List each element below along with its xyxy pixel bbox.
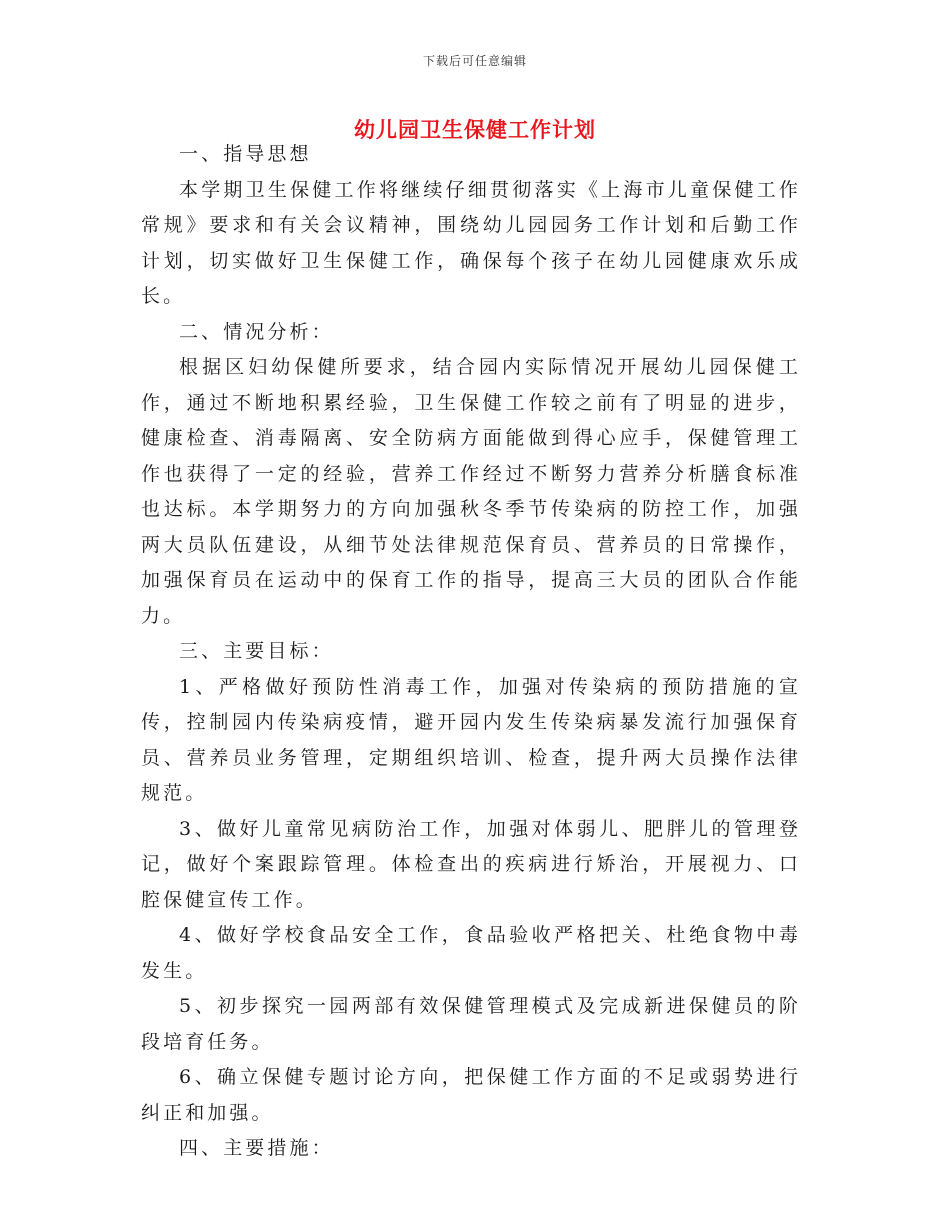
document-body [141, 137, 801, 1167]
paragraph-situation-analysis: 根据区妇幼保健所要求，结合园内实际情况开展幼儿园保健工作，通过不断地积累经验，卫生保健工作较之前有了明显的进步，健康检查、消毒隔离、安全防病方面能做到得心应手，保健管理工作也获得了一定的经验，营养工作经过不断努力营养分析膳食标准也达标。本学期努力的方向加强秋冬季节传染病的防控工作，加强两大员队伍建设，从细节处法律规范保育员、营养员的日常操作，加强保育员在运动中的保育工作的指导，提高三大员的团队合作能力。 [141, 356, 801, 627]
section-heading-guiding-thought: 一、指导思想 [179, 143, 312, 165]
paragraph-guiding-thought: 本学期卫生保健工作将继续仔细贯彻落实《上海市儿童保健工作常规》要求和有关会议精神，围绕幼儿园园务工作计划和后勤工作计划，切实做好卫生保健工作，确保每个孩子在幼儿园健康欢乐成长。 [141, 178, 801, 307]
section-heading-main-measures: 四、主要措施： [179, 1137, 334, 1159]
header-note: 下载后可任意编辑 [422, 54, 527, 68]
goal-item-3: 3、做好儿童常见病防治工作，加强对体弱儿、肥胖儿的管理登记，做好个案跟踪管理。体检查出的疾病进行矫治，开展视力、口腔保健宣传工作。 [141, 817, 801, 911]
goal-item-5: 5、初步探究一园两部有效保健管理模式及完成新进保健员的阶段培育任务。 [141, 995, 801, 1053]
section-heading-situation-analysis: 二、情况分析： [179, 320, 334, 343]
document-title: 幼儿园卫生保健工作计划 [354, 117, 596, 142]
section-heading-main-goals: 三、主要目标： [179, 640, 334, 662]
goal-item-6: 6、确立保健专题讨论方向，把保健工作方面的不足或弱势进行纠正和加强。 [141, 1066, 801, 1124]
goal-item-1: 1、严格做好预防性消毒工作，加强对传染病的预防措施的宣传，控制园内传染病疫情，避开园内发生传染病暴发流行加强保育员、营养员业务管理，定期组织培训、检查，提升两大员操作法律规范。 [141, 675, 801, 804]
goal-item-4: 4、做好学校食品安全工作，食品验收严格把关、杜绝食物中毒发生。 [141, 924, 801, 982]
